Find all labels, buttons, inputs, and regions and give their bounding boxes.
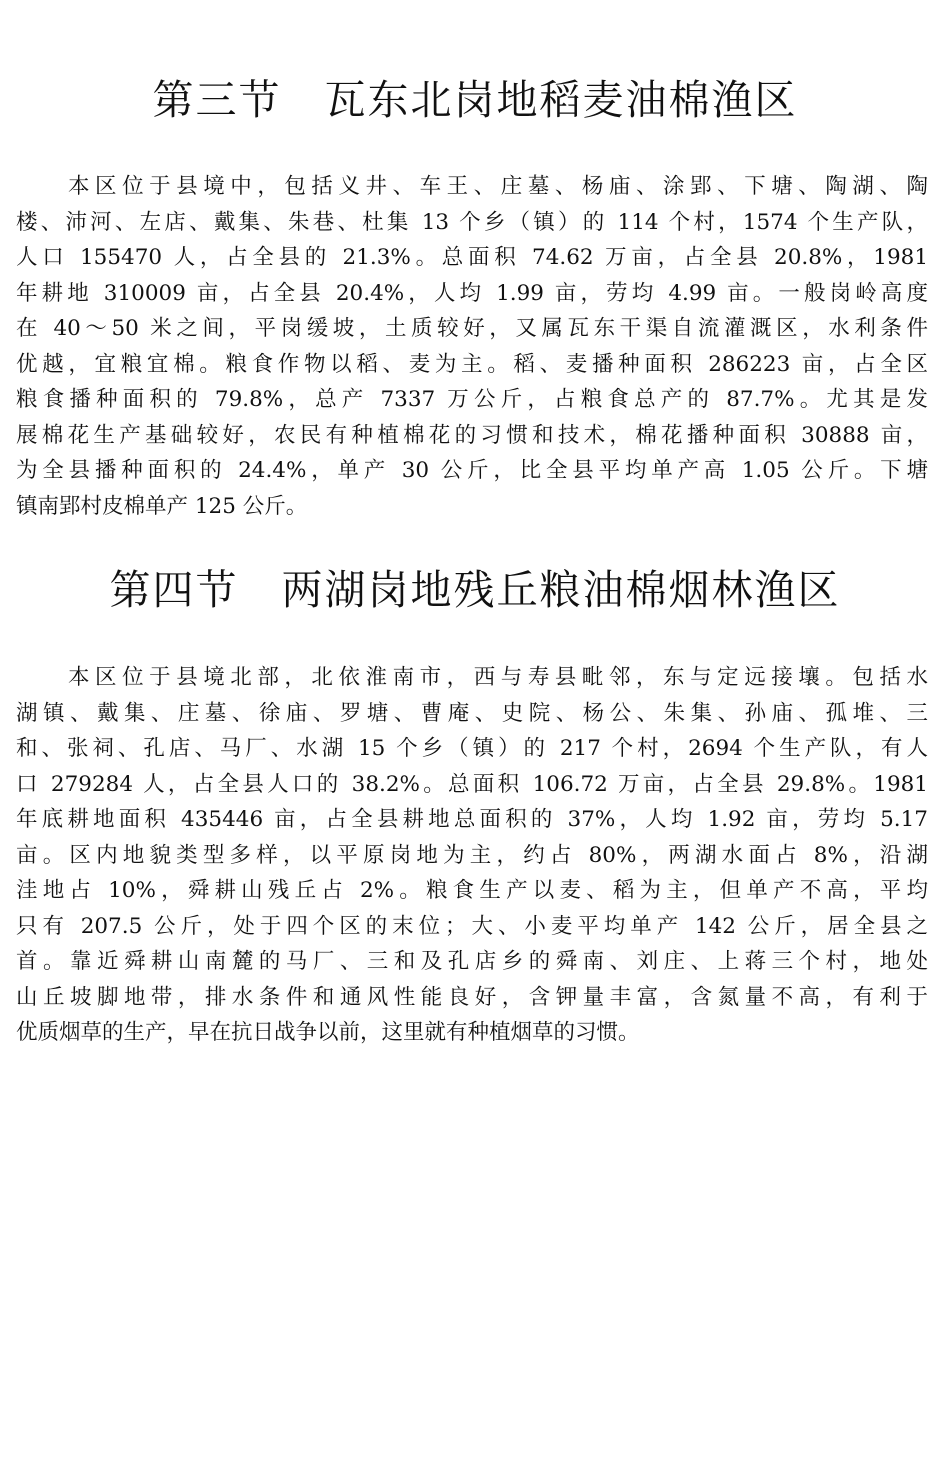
paragraph-line: 山丘坡脚地带，排水条件和通风性能良好，含钾量丰富，含氮量不高，有利于	[16, 984, 928, 1010]
section-4-title: 第四节 两湖岗地残丘粮油棉烟林渔区	[109, 566, 841, 614]
paragraph-line: 只有 207.5 公斤，处于四个区的末位；大、小麦平均单产 142 公斤，居全县之	[16, 913, 928, 939]
paragraph-line: 年耕地 310009 亩，占全县 20.4%，人均 1.99 亩，劳均 4.99 亩。一般岗岭高度	[16, 280, 928, 306]
section-3-title: 第三节 瓦东北岗地稻麦油棉渔区	[152, 76, 798, 124]
paragraph-line: 展棉花生产基础较好，农民有种植棉花的习惯和技术，棉花播种面积 30888 亩，	[16, 422, 928, 448]
section-4-paragraph	[16, 660, 928, 1051]
paragraph-line: 优越，宜粮宜棉。粮食作物以稻、麦为主。稻、麦播种面积 286223 亩，占全区	[16, 351, 928, 377]
paragraph-line: 湖镇、戴集、庄墓、徐庙、罗塘、曹庵、史院、杨公、朱集、孙庙、孤堆、三	[16, 700, 928, 726]
paragraph-line: 本区位于县境中，包括义井、车王、庄墓、杨庙、涂郢、下塘、陶湖、陶	[68, 174, 928, 199]
paragraph-line: 和、张祠、孔店、马厂、水湖 15 个乡（镇）的 217 个村，2694 个生产队，有人	[16, 736, 928, 761]
paragraph-line: 优质烟草的生产，早在抗日战争以前，这里就有种植烟草的习惯。	[16, 1020, 640, 1045]
paragraph-line: 楼、沛河、左店、戴集、朱巷、杜集 13 个乡（镇）的 114 个村，1574 个生产队，	[16, 209, 928, 235]
paragraph-line: 洼地占 10%，舜耕山残丘占 2%。粮食生产以麦、稻为主，但单产不高，平均	[16, 878, 928, 903]
paragraph-line: 镇南郢村皮棉单产 125 公斤。	[16, 493, 308, 519]
paragraph-line: 在 40～50 米之间，平岗缓坡，土质较好，又属瓦东干渠自流灌溉区，水利条件	[16, 316, 928, 341]
section-3-paragraph	[16, 169, 928, 524]
paragraph-line: 粮食播种面积的 79.8%，总产 7337 万公斤，占粮食总产的 87.7%。尤其是发	[16, 387, 928, 412]
paragraph-line: 口 279284 人，占全县人口的 38.2%。总面积 106.72 万亩，占全县 29.8%。1981	[16, 771, 928, 797]
paragraph-line: 年底耕地面积 435446 亩，占全县耕地总面积的 37%，人均 1.92 亩，劳均 5.17	[16, 807, 928, 832]
paragraph-line: 亩。区内地貌类型多样，以平原岗地为主，约占 80%，两湖水面占 8%，沿湖	[16, 842, 928, 868]
paragraph-line: 本区位于县境北部，北依淮南市，西与寿县毗邻，东与定远接壤。包括水	[68, 665, 928, 690]
paragraph-line: 为全县播种面积的 24.4%，单产 30 公斤，比全县平均单产高 1.05 公斤。下塘	[16, 458, 928, 483]
paragraph-line: 首。靠近舜耕山南麓的马厂、三和及孔店乡的舜南、刘庄、上蒋三个村，地处	[16, 949, 928, 974]
paragraph-line: 人口 155470 人，占全县的 21.3%。总面积 74.62 万亩，占全县 20.8%，1981	[16, 245, 928, 270]
